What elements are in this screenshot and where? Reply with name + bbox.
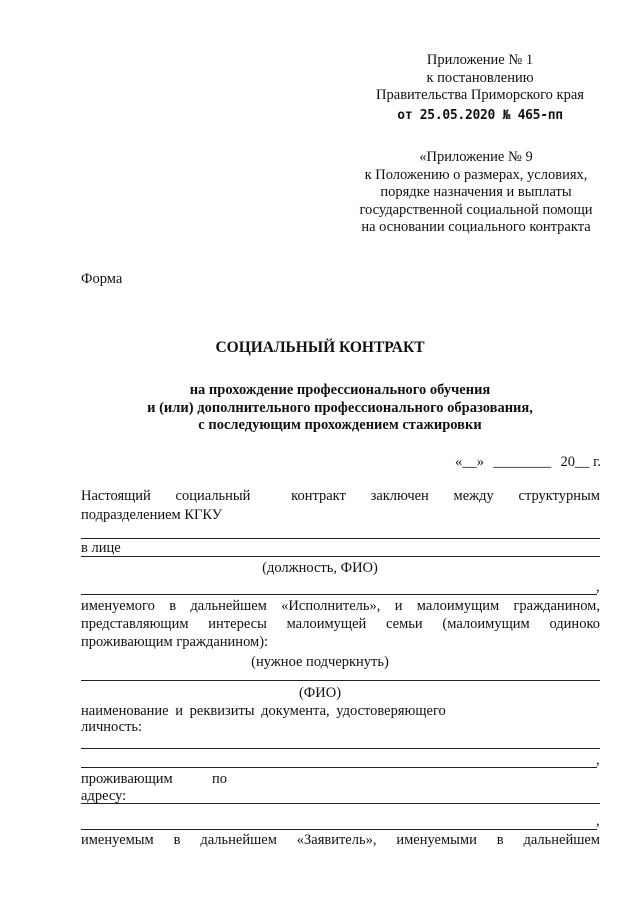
last-line (81, 832, 600, 849)
address-line-2: адресу: (81, 788, 127, 804)
appendix-1-line2: к постановлению (426, 69, 534, 86)
fio-fill-line (81, 680, 600, 681)
id-document-fill-line-1 (81, 748, 600, 749)
date-line (455, 454, 601, 471)
paragraph-1-line-2: подразделением КГКУ (81, 507, 223, 523)
form-label: Форма (81, 271, 123, 287)
appendix-1-block (360, 52, 600, 124)
last-word-1: именуемым (81, 832, 154, 848)
address-fill-line-1 (81, 803, 600, 804)
subtitle-line-1: на прохождение профессионального обучения (189, 382, 491, 398)
last-word-4: «Заявитель», (296, 832, 377, 848)
document-subtitle (80, 382, 600, 435)
hint-fio: (ФИО) (298, 685, 342, 701)
appendix-9-line4: государственной социальной помощи (359, 201, 593, 218)
subtitle-line-3: с последующим прохождением стажировки (198, 417, 482, 433)
appendix-1-decree-number: от 25.05.2020 № 465-пп (397, 107, 563, 123)
address-word-2: по (212, 771, 228, 787)
last-word-6: в (496, 832, 504, 848)
date-month-field: ________ (493, 454, 552, 470)
paragraph-1-line-1 (81, 488, 600, 505)
appendix-9-title: «Приложение № 9 (419, 149, 533, 165)
position-fio-fill-line (81, 594, 597, 595)
id-document-line-1 (81, 703, 464, 720)
p1-word-5: между (453, 488, 494, 504)
subtitle-line-2: и (или) дополнительного профессионального образования, (147, 399, 533, 416)
last-word-5: именуемыми (396, 832, 477, 848)
appendix-9-line3: порядке назначения и выплаты (380, 184, 572, 200)
appendix-1-title: Приложение № 1 (426, 52, 534, 68)
address-word-1: проживающим (81, 771, 173, 787)
comma-1: , (596, 579, 600, 595)
id-document-fill-line-2 (81, 767, 597, 768)
comma-3: , (596, 813, 600, 829)
date-year-field: 20__ г. (560, 454, 601, 470)
appendix-9-line5: на основании социального контракта (361, 219, 591, 235)
in-person-label: в лице (81, 540, 121, 556)
paragraph-2-line-3: проживающим гражданином): (81, 634, 269, 650)
p1-word-6: структурным (518, 488, 600, 504)
document-title: СОЦИАЛЬНЫЙ КОНТРАКТ (215, 339, 425, 356)
last-word-7: дальнейшем (523, 832, 600, 848)
hint-underline: (нужное подчеркнуть) (251, 654, 389, 670)
p1-word-3: контракт (291, 488, 346, 504)
kgku-fill-line (81, 538, 600, 539)
paragraph-2-line-1: именуемого в дальнейшем «Исполнитель», и малоимущим гражданином, (81, 598, 600, 614)
p1-word-2: социальный (175, 488, 251, 504)
id-document-line-2: личность: (81, 719, 143, 735)
paragraph-2-line-2: представляющим интересы малоимущей семьи (малоимущим одиноко (81, 616, 600, 632)
date-day-field: «__» (455, 454, 484, 470)
p1-word-1: Настоящий (81, 488, 151, 504)
hint-position-fio: (должность, ФИО) (262, 560, 378, 576)
last-word-2: в (173, 832, 181, 848)
p1-word-4: заключен (370, 488, 429, 504)
appendix-9-block (345, 149, 607, 237)
in-person-fill-line (81, 556, 600, 557)
id-document-text: наименование и реквизиты документа, удостоверяющего (81, 703, 446, 719)
appendix-9-line2: к Положению о размерах, условиях, (364, 166, 588, 183)
appendix-1-line3: Правительства Приморского края (376, 87, 584, 103)
last-word-3: дальнейшем (200, 832, 277, 848)
comma-2: , (596, 752, 600, 768)
address-fill-line-2 (81, 829, 597, 830)
